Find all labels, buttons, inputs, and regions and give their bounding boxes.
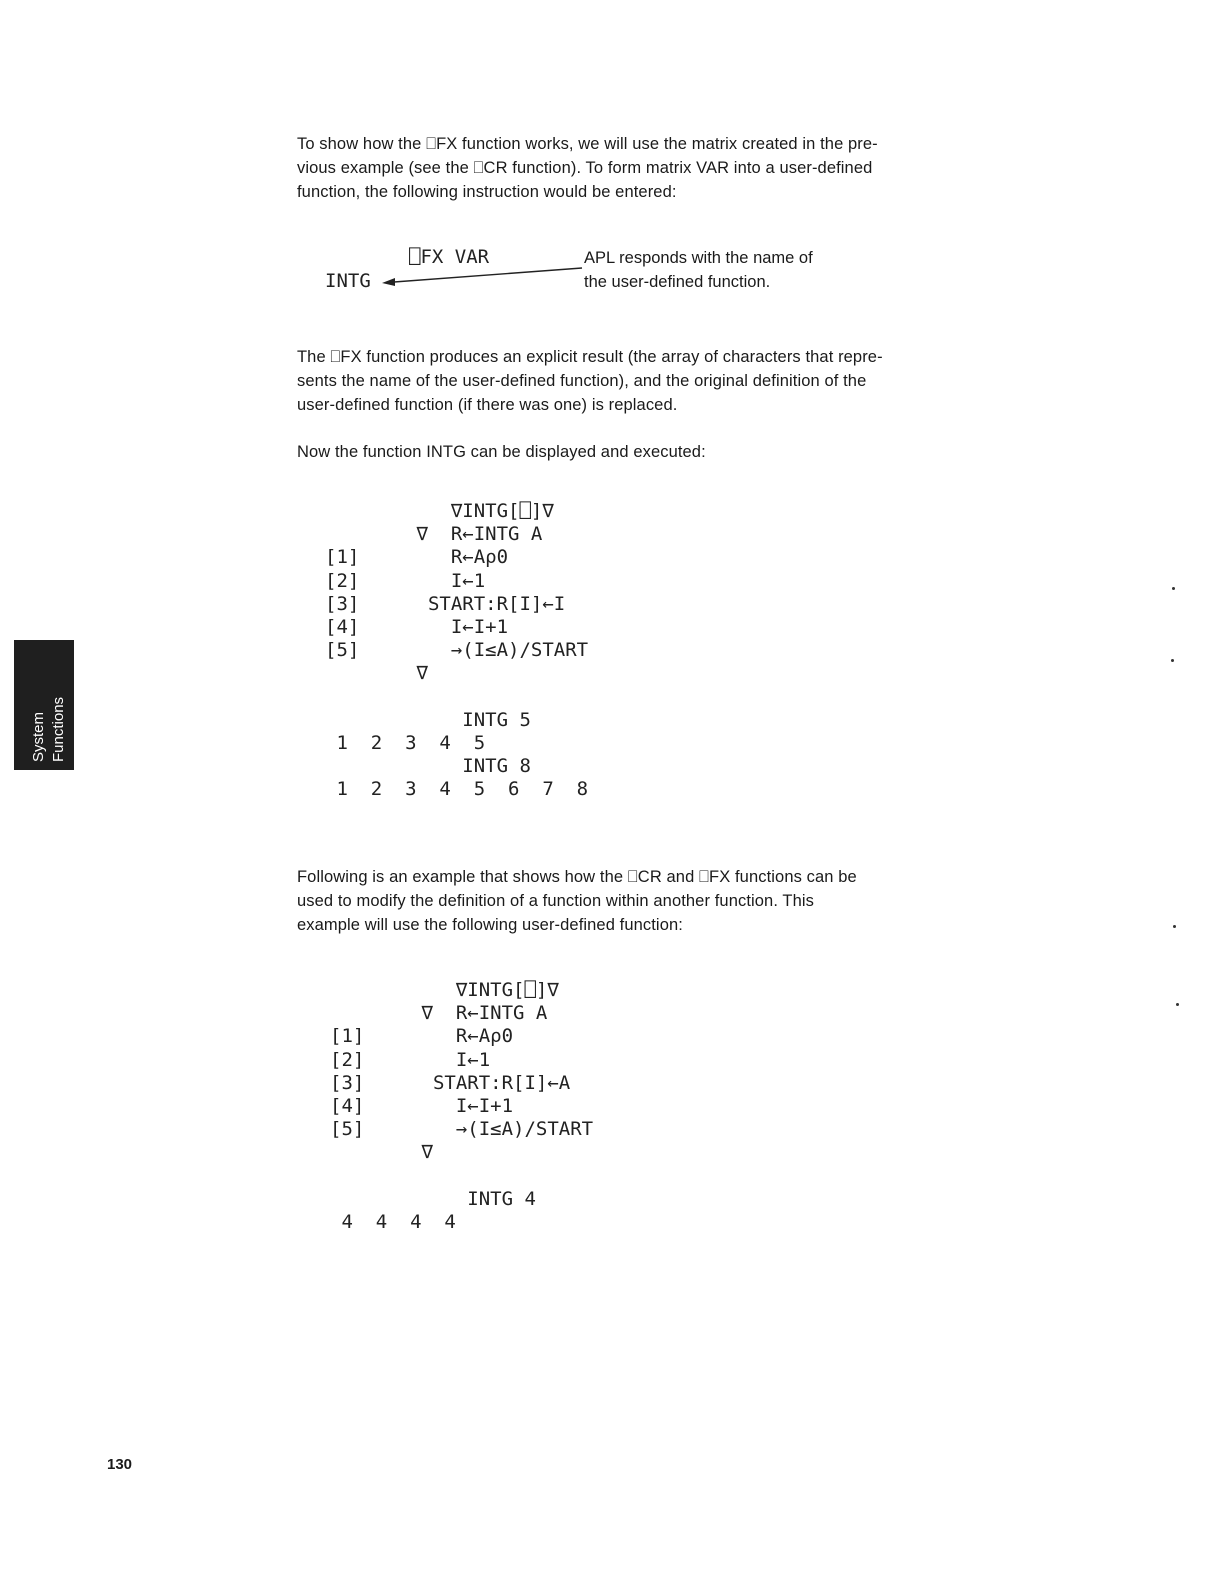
code-block-2 — [330, 979, 593, 1234]
explain-paragraph — [297, 345, 967, 417]
code-block-1 — [325, 500, 588, 802]
code-line: [4] I←I+1 — [330, 1095, 514, 1118]
page-number: 130 — [107, 1456, 133, 1473]
arrow-icon — [380, 262, 586, 288]
scan-speck — [1172, 587, 1175, 590]
section-tab — [14, 640, 74, 770]
code-line: 1 2 3 4 5 — [325, 732, 486, 755]
code-line — [325, 686, 588, 709]
fx-output: INTG — [325, 270, 371, 292]
scan-speck — [1173, 925, 1176, 928]
intro-line: vious example (see the ⎕CR function). To form matrix VAR into a user-defined — [297, 159, 873, 177]
now-line: Now the function INTG can be displayed and executed: — [297, 443, 706, 461]
annotation-line: the user-defined function. — [584, 273, 771, 291]
code-line: INTG 4 — [330, 1187, 536, 1210]
code-line: 1 2 3 4 5 6 7 8 — [325, 778, 589, 801]
code-line: INTG 5 — [325, 708, 531, 731]
fx-annotation — [584, 246, 884, 294]
explain-line: user-defined function (if there was one) is replaced. — [297, 396, 678, 414]
code-line: ∇INTG[⎕]∇ — [330, 979, 559, 1001]
annotation-line: APL responds with the name of — [584, 249, 813, 267]
following-paragraph — [297, 865, 967, 937]
code-line: ∇ R←INTG A — [325, 523, 543, 546]
explain-line: sents the name of the user-defined function), and the original definition of the — [297, 372, 867, 390]
code-line: [5] →(I≤A)/START — [325, 639, 589, 662]
fx-input: ⎕FX VAR — [409, 246, 490, 268]
explain-line: The ⎕FX function produces an explicit result (the array of characters that repre- — [297, 348, 883, 366]
code-line: ∇ — [325, 662, 428, 685]
code-line — [330, 1165, 593, 1188]
following-line: used to modify the definition of a function within another function. This — [297, 892, 814, 910]
code-line: INTG 8 — [325, 755, 531, 778]
code-line: ∇INTG[⎕]∇ — [325, 500, 554, 522]
following-line: example will use the following user-defined function: — [297, 916, 683, 934]
code-line: [2] I←1 — [330, 1048, 491, 1071]
scan-speck — [1176, 1003, 1179, 1006]
following-line: Following is an example that shows how the ⎕CR and ⎕FX functions can be — [297, 868, 857, 886]
section-tab-label: System — [30, 711, 47, 762]
code-line: ∇ R←INTG A — [330, 1002, 548, 1025]
code-line: [3] START:R[I]←I — [325, 592, 566, 615]
section-tab-label: Functions — [50, 696, 67, 762]
intro-line: To show how the ⎕FX function works, we will use the matrix created in the pre- — [297, 135, 878, 153]
code-line: [2] I←1 — [325, 569, 486, 592]
intro-paragraph — [297, 132, 967, 204]
intro-line: function, the following instruction would be entered: — [297, 183, 677, 201]
code-line: [4] I←I+1 — [325, 616, 509, 639]
code-line: 4 4 4 4 — [330, 1211, 456, 1234]
code-line: [5] →(I≤A)/START — [330, 1118, 594, 1141]
scan-speck — [1171, 659, 1174, 662]
code-line: ∇ — [330, 1141, 433, 1164]
now-paragraph — [297, 440, 967, 464]
code-line: [3] START:R[I]←A — [330, 1071, 571, 1094]
code-line: [1] R←Aρ0 — [330, 1025, 514, 1048]
code-line: [1] R←Aρ0 — [325, 546, 509, 569]
